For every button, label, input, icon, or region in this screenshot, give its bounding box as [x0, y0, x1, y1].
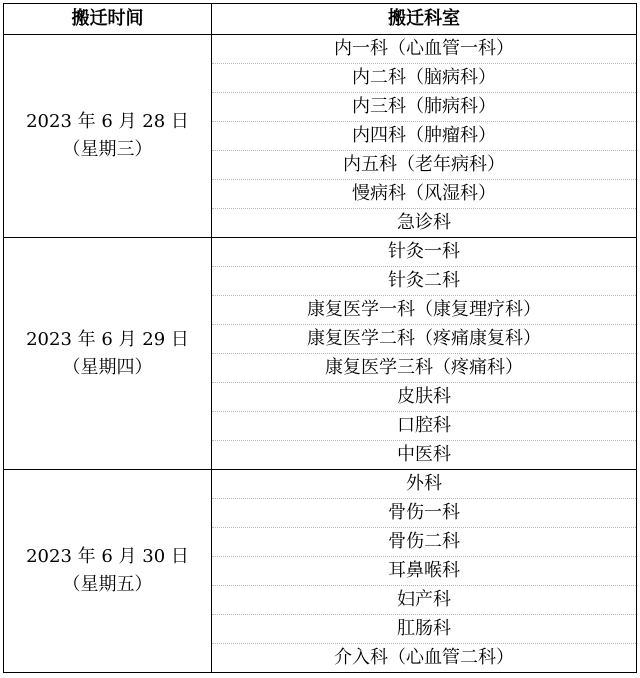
- table-row: [4, 238, 637, 267]
- header-dept: 搬迁科室: [212, 4, 637, 35]
- relocation-weekday: （星期四）: [62, 356, 153, 378]
- department-name: 康复医学一科（康复理疗科）: [212, 296, 637, 325]
- relocation-date-cell: [4, 238, 212, 470]
- department-name: 针灸一科: [212, 238, 637, 267]
- relocation-date: 2023 年 6 月 29 日: [26, 328, 189, 350]
- relocation-weekday: （星期三）: [62, 139, 153, 160]
- department-name: 骨伤二科: [212, 528, 637, 557]
- department-name: 外科: [212, 470, 637, 499]
- department-name: 内二科（脑病科）: [212, 64, 637, 93]
- relocation-weekday: （星期五）: [62, 574, 153, 595]
- header-row: [4, 4, 637, 35]
- schedule-table: [3, 3, 637, 673]
- relocation-date: 2023 年 6 月 30 日: [26, 546, 189, 568]
- department-name: 耳鼻喉科: [212, 557, 637, 586]
- department-name: 针灸二科: [212, 267, 637, 296]
- department-name: 内一科（心血管一科）: [212, 35, 637, 64]
- schedule-body: [4, 35, 637, 673]
- department-name: 内四科（肿瘤科）: [212, 122, 637, 151]
- department-name: 骨伤一科: [212, 499, 637, 528]
- department-name: 康复医学二科（疼痛康复科）: [212, 325, 637, 354]
- relocation-schedule: [3, 3, 636, 673]
- department-name: 急诊科: [212, 209, 637, 238]
- department-name: 康复医学三科（疼痛科）: [212, 354, 637, 383]
- department-name: 内五科（老年病科）: [212, 151, 637, 180]
- department-name: 肛肠科: [212, 615, 637, 644]
- department-name: 慢病科（风湿科）: [212, 180, 637, 209]
- department-name: 口腔科: [212, 412, 637, 441]
- department-name: 内三科（肺病科）: [212, 93, 637, 122]
- department-name: 介入科（心血管二科）: [212, 644, 637, 673]
- department-name: 妇产科: [212, 586, 637, 615]
- relocation-date-cell: [4, 35, 212, 238]
- department-name: 皮肤科: [212, 383, 637, 412]
- relocation-date-cell: [4, 470, 212, 673]
- table-row: [4, 35, 637, 64]
- header-time: 搬迁时间: [4, 4, 212, 35]
- department-name: 中医科: [212, 441, 637, 470]
- table-row: [4, 470, 637, 499]
- relocation-date: 2023 年 6 月 28 日: [26, 111, 189, 133]
